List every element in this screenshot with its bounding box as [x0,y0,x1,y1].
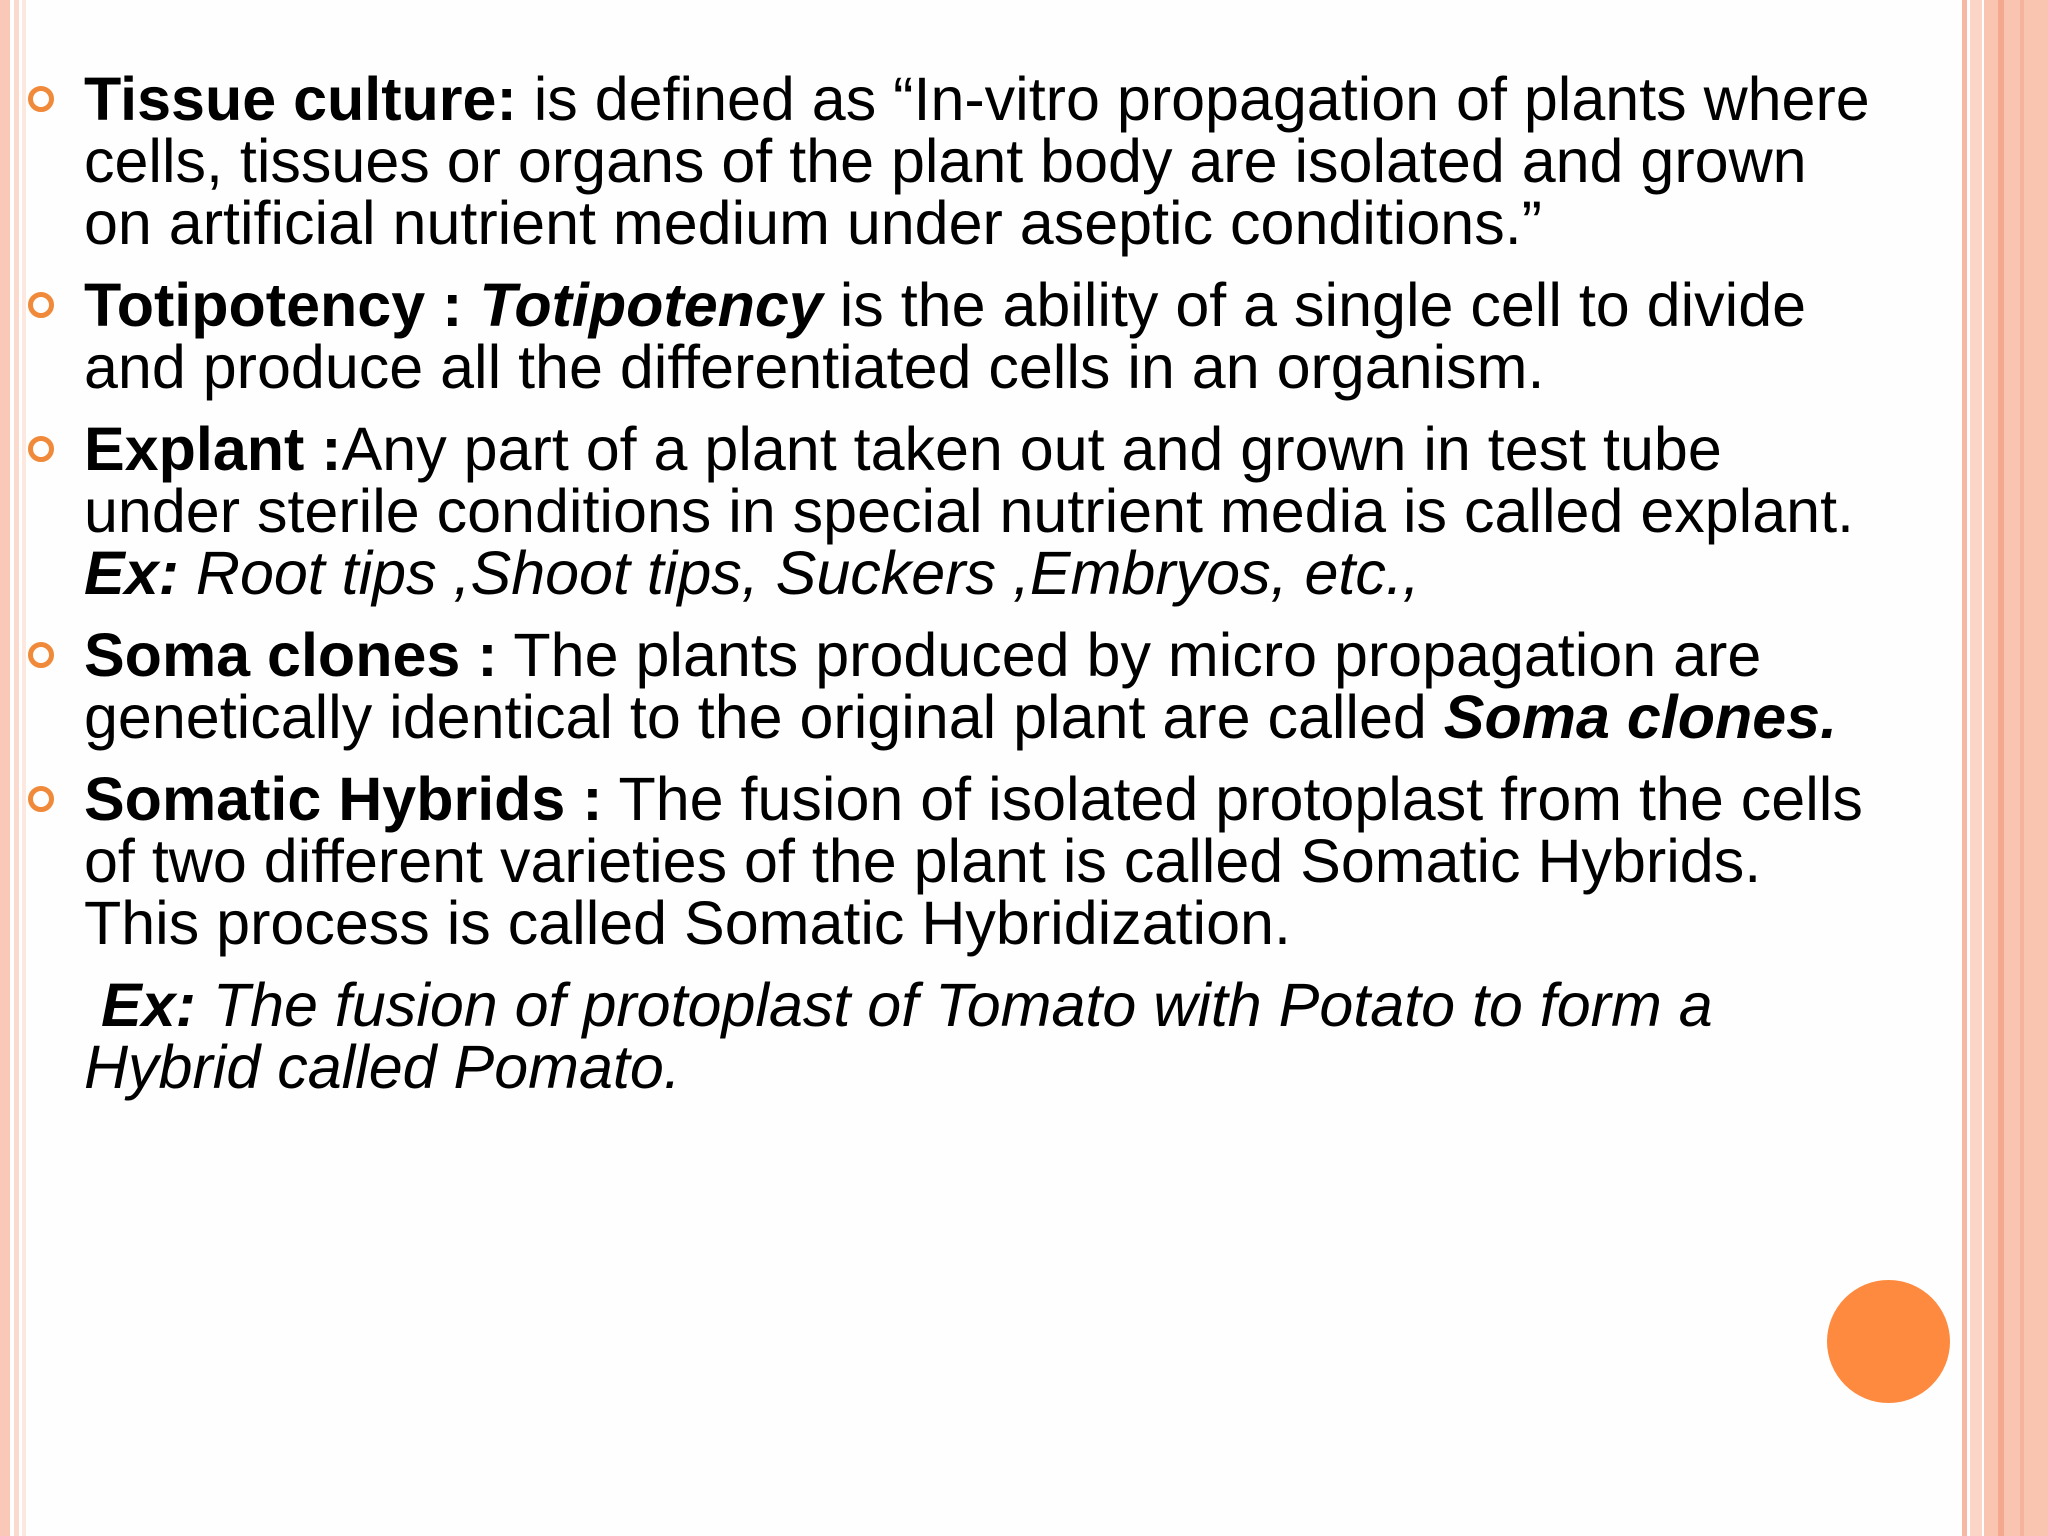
example-line [84,971,1984,1039]
example-label: Ex: [100,971,196,1039]
hollow-circle-bullet-icon [28,86,54,112]
definition-text: is defined as “In-vitro propagation of plants where [516,65,1870,133]
example-line: Hybrid called Pomato. [84,1033,681,1101]
slide-content [24,65,1984,1101]
example-line [84,539,1984,607]
bullet-item-soma-clones [24,621,1984,751]
item-line [84,765,1984,833]
term: Somatic Hybrids : [84,765,603,833]
definition-text: The fusion of isolated protoplast from the cells [602,765,1863,833]
bullet-item-totipotency [24,271,1984,401]
item-line [84,683,1984,751]
item-line [84,415,1984,483]
filled-orange-circle-icon [1827,1280,1950,1403]
term: Soma clones : [84,621,498,689]
example-label: Ex: [84,539,179,607]
item-line: and produce all the differentiated cells in an organism. [84,333,1545,401]
item-line: This process is called Somatic Hybridization. [84,889,1291,957]
term-italic: Totipotency [479,271,823,339]
bullet-item-tissue-culture [24,65,1984,257]
example-text: The fusion of protoplast of Tomato with Potato to form a [195,971,1713,1039]
item-line [84,271,1984,339]
definition-text: The plants produced by micro propagation are [497,621,1762,689]
example-text: Root tips ,Shoot tips, Suckers ,Embryos, etc., [178,539,1420,607]
item-line [84,65,1984,133]
item-line: on artificial nutrient medium under aseptic conditions.” [84,189,1542,257]
left-border-stripe [14,0,19,1536]
definition-text: Any part of a plant taken out and grown in test tube [341,415,1722,483]
hollow-circle-bullet-icon [28,786,54,812]
item-line: under sterile conditions in special nutrient media is called explant. [84,477,1854,545]
definition-text: genetically identical to the original plant are called [84,683,1444,751]
right-border-stripe [2020,0,2024,1536]
term: Tissue culture: [84,65,517,133]
bullet-item-somatic-hybrids [24,765,1984,957]
left-border-stripe [0,0,10,1536]
bullet-item-explant [24,415,1984,607]
hollow-circle-bullet-icon [28,436,54,462]
definition-text: is the ability of a single cell to divide [822,271,1807,339]
right-border-stripe [1998,0,2004,1536]
term-end: Soma clones. [1443,683,1838,751]
item-line: cells, tissues or organs of the plant body are isolated and grown [84,127,1807,195]
term: Explant : [84,415,342,483]
right-border-band [1984,0,2048,1536]
item-line: of two different varieties of the plant is called Somatic Hybrids. [84,827,1762,895]
final-example [24,971,1984,1101]
hollow-circle-bullet-icon [28,642,54,668]
item-line [84,621,1984,689]
hollow-circle-bullet-icon [28,292,54,318]
term: Totipotency : [84,271,480,339]
